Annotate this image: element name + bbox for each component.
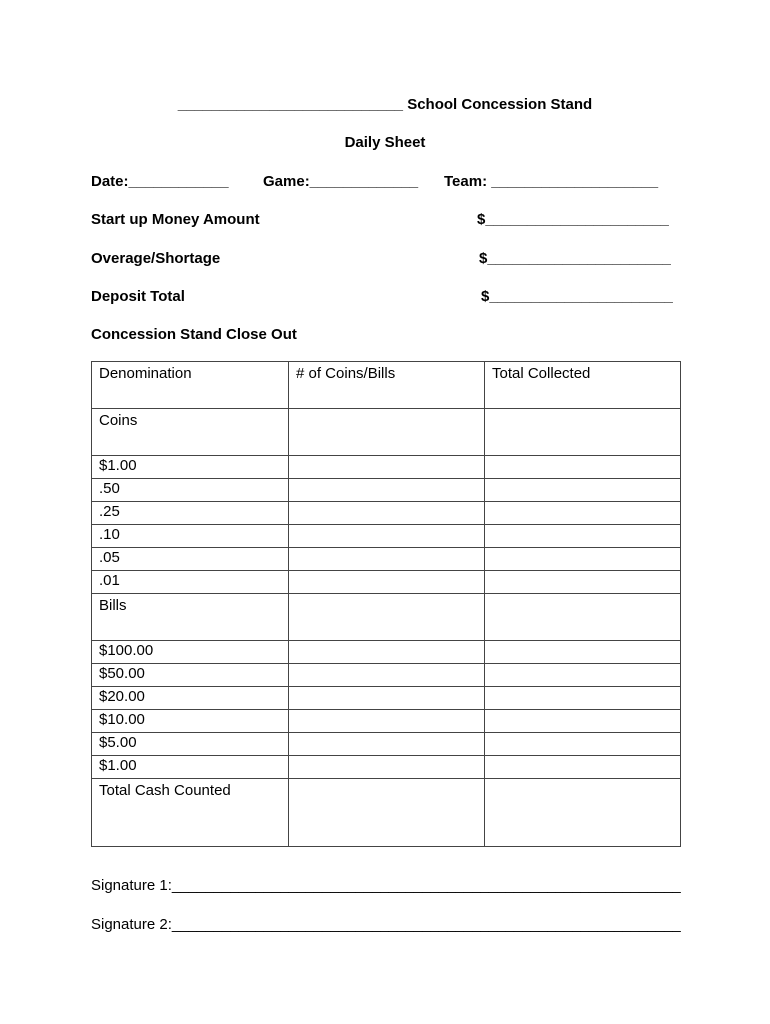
total-cell[interactable]	[485, 548, 681, 571]
count-cell[interactable]	[289, 525, 485, 548]
total-cell[interactable]	[485, 733, 681, 756]
total-cell[interactable]	[485, 641, 681, 664]
table-row	[92, 756, 681, 779]
header-total: Total Collected	[485, 362, 681, 409]
table-row	[92, 456, 681, 479]
count-cell[interactable]	[289, 594, 485, 641]
signature-2-field[interactable]: Signature 2:_____________________________________________________________	[91, 916, 681, 933]
date-field[interactable]: Date:____________	[91, 173, 229, 190]
total-cell[interactable]	[485, 571, 681, 594]
table-row	[92, 687, 681, 710]
header-denomination: Denomination	[92, 362, 289, 409]
table-header-row	[92, 362, 681, 409]
table-row	[92, 548, 681, 571]
total-cell[interactable]	[485, 525, 681, 548]
count-cell[interactable]	[289, 687, 485, 710]
count-cell[interactable]	[289, 779, 485, 847]
denomination-cell: .05	[92, 548, 289, 571]
count-cell[interactable]	[289, 479, 485, 502]
count-cell[interactable]	[289, 710, 485, 733]
section-title: Concession Stand Close Out	[91, 326, 297, 343]
game-field[interactable]: Game:_____________	[263, 173, 419, 190]
denomination-cell: $1.00	[92, 456, 289, 479]
denomination-cell: .50	[92, 479, 289, 502]
count-cell[interactable]	[289, 571, 485, 594]
table-row	[92, 641, 681, 664]
deposit-field[interactable]: $______________________	[481, 288, 673, 305]
overage-field[interactable]: $______________________	[479, 250, 671, 267]
total-cell[interactable]	[485, 456, 681, 479]
header-count: # of Coins/Bills	[289, 362, 485, 409]
count-cell[interactable]	[289, 641, 485, 664]
denomination-cell: $100.00	[92, 641, 289, 664]
table-row	[92, 571, 681, 594]
table-row	[92, 710, 681, 733]
count-cell[interactable]	[289, 548, 485, 571]
subtitle: Daily Sheet	[344, 134, 426, 151]
startup-label: Start up Money Amount	[91, 211, 260, 228]
total-cell[interactable]	[485, 479, 681, 502]
denomination-cell: .25	[92, 502, 289, 525]
denomination-cell: .10	[92, 525, 289, 548]
table-row	[92, 502, 681, 525]
total-cell[interactable]	[485, 502, 681, 525]
count-cell[interactable]	[289, 409, 485, 456]
total-cell[interactable]	[485, 664, 681, 687]
total-cell[interactable]	[485, 594, 681, 641]
count-cell[interactable]	[289, 664, 485, 687]
coins-section-row	[92, 409, 681, 456]
total-cell[interactable]	[485, 687, 681, 710]
overage-label: Overage/Shortage	[91, 250, 221, 267]
table-row	[92, 664, 681, 687]
count-cell[interactable]	[289, 456, 485, 479]
total-cell[interactable]	[485, 409, 681, 456]
total-row	[92, 779, 681, 847]
startup-field[interactable]: $______________________	[477, 211, 669, 228]
denomination-cell: .01	[92, 571, 289, 594]
count-cell[interactable]	[289, 756, 485, 779]
closeout-table	[91, 361, 681, 847]
bills-section-row	[92, 594, 681, 641]
deposit-label: Deposit Total	[91, 288, 185, 305]
table-row	[92, 733, 681, 756]
team-field[interactable]: Team: ____________________	[444, 173, 659, 190]
total-cell[interactable]	[485, 756, 681, 779]
total-cell[interactable]	[485, 710, 681, 733]
table-row	[92, 479, 681, 502]
denomination-cell: $50.00	[92, 664, 289, 687]
title-line: ___________________________ School Concession Stand	[177, 96, 593, 113]
denomination-cell: $1.00	[92, 756, 289, 779]
coins-label: Coins	[92, 409, 289, 456]
denomination-cell: $10.00	[92, 710, 289, 733]
total-cell[interactable]	[485, 779, 681, 847]
count-cell[interactable]	[289, 502, 485, 525]
denomination-cell: $5.00	[92, 733, 289, 756]
total-label: Total Cash Counted	[92, 779, 289, 847]
table-row	[92, 525, 681, 548]
bills-label: Bills	[92, 594, 289, 641]
signature-1-field[interactable]: Signature 1:_____________________________________________________________	[91, 877, 681, 894]
count-cell[interactable]	[289, 733, 485, 756]
denomination-cell: $20.00	[92, 687, 289, 710]
